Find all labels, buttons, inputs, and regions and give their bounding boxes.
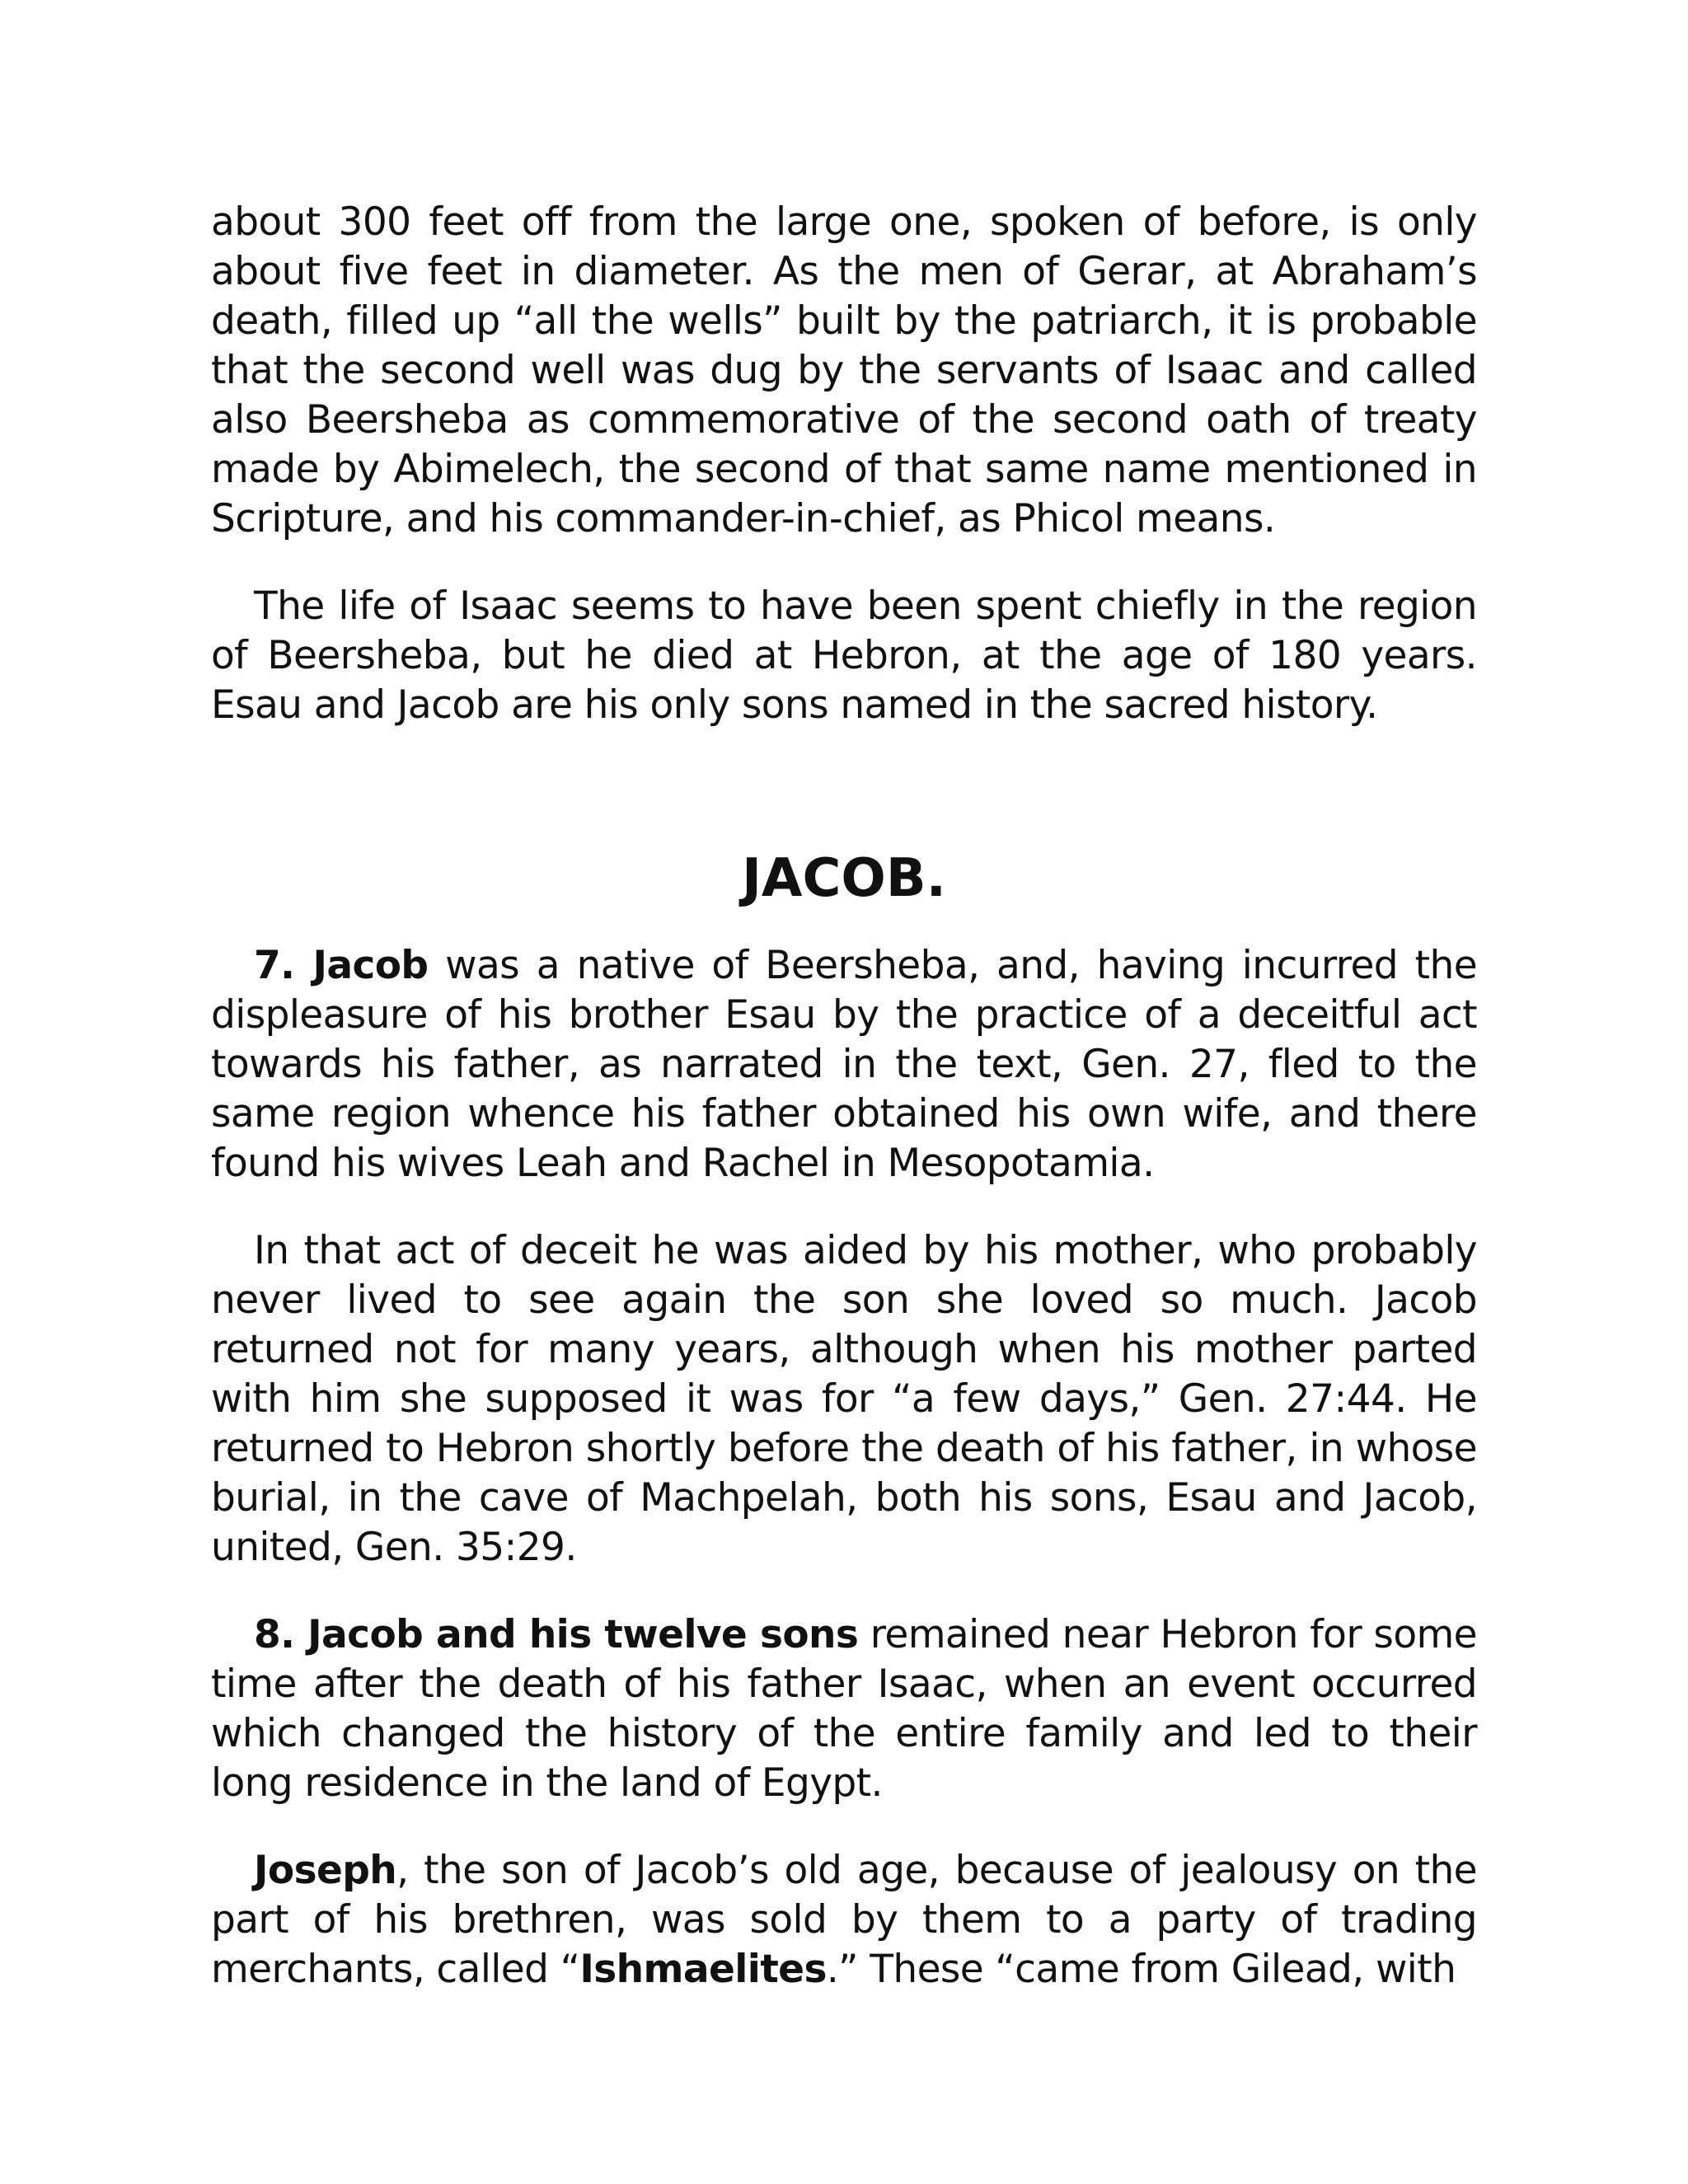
document-page	[211, 198, 1477, 1994]
paragraph-joseph	[211, 1846, 1477, 1994]
paragraph-lead-bold: 7. Jacob	[254, 943, 429, 988]
paragraph-7-jacob	[211, 941, 1477, 1188]
paragraph-continuation: about 300 feet off from the large one, spoken of before, is only about five feet in diameter. As the men of Gerar, at Abraham’s death, filled up “all the wells” built by the patriarch, it is probable that the second well was dug by the servants of Isaac and called also Beersheba as commemorative of the second oath of treaty made by Abimelech, the second of that same name mentioned in Scripture, and his commander-in-chief, as Phicol means.	[211, 199, 1477, 541]
section-heading: JACOB.	[742, 848, 946, 909]
paragraph-isaac-life: The life of Isaac seems to have been spent chiefly in the region of Beersheba, but he died at Hebron, at the age of 180 years. Esau and Jacob are his only sons named in the sacred history.	[211, 583, 1477, 728]
paragraph-body: remained near Hebron for some time after the death of his father Isaac, when an event occurred which changed the history of the entire family and led to their long residence in the land of Egypt.	[211, 1612, 1477, 1806]
inline-bold-term: Ishmaelites	[579, 1947, 827, 1992]
paragraph-8-twelve-sons	[211, 1610, 1477, 1808]
paragraph-deceit: In that act of deceit he was aided by his mother, who probably never lived to see again the son she loved so much. Jacob returned not for many years, although when his mother parted with him she supposed it was for “a few days,” Gen. 27:44. He returned to Hebron shortly before the death of his father, in whose burial, in the cave of Machpelah, both his sons, Esau and Jacob, united, Gen. 35:29.	[211, 1228, 1477, 1570]
paragraph-body: , the son of Jacob’s old age, because of jealousy on the part of his brethren, was sold by them to a party of trading merchants, called “	[211, 1848, 1477, 1992]
paragraph-lead-bold: 8. Jacob and his twelve sons	[254, 1612, 859, 1657]
paragraph-body: was a native of Beersheba, and, having incurred the displeasure of his brother Esau by the practice of a deceitful act towards his father, as narrated in the text, Gen. 27, fled to the same region whence his father obtained his own wife, and there found his wives Leah and Rachel in Mesopotamia.	[211, 943, 1478, 1186]
paragraph-lead-bold: Joseph	[254, 1848, 397, 1893]
section-heading-wrapper	[211, 846, 1477, 912]
paragraph-body-end: .” These “came from Gilead, with	[826, 1947, 1456, 1992]
